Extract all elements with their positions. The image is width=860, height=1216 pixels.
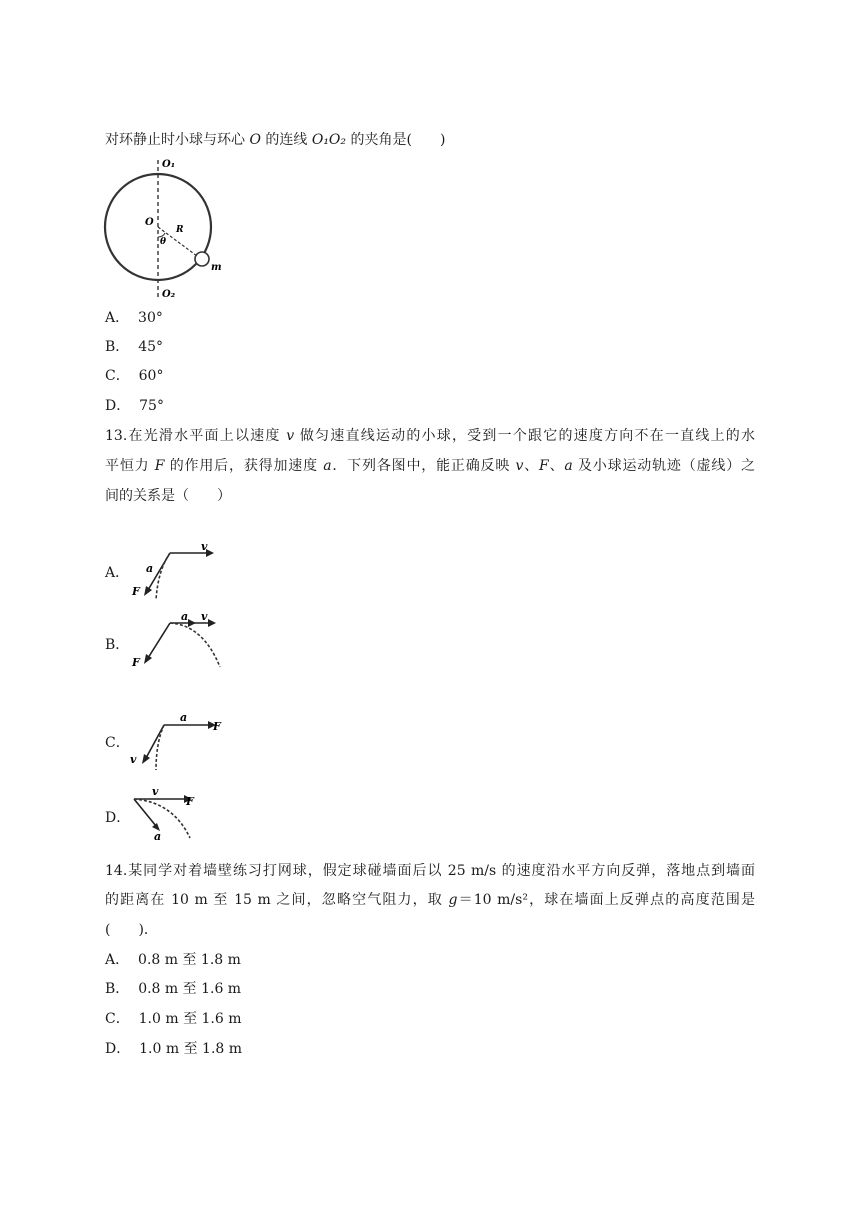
q13-option-d-label[interactable]: D． (105, 810, 131, 826)
q14-text: 14.某同学对着墙壁练习打网球，假定球碰墙面后以 25 m/s 的速度沿水平方向反弹，落地点到墙面 (105, 863, 755, 879)
q14-text: 的距离在 10 m 至 15 m 之间，忽略空气阻力，取 (105, 892, 449, 908)
label-f: F (213, 720, 221, 733)
label-v: v (201, 610, 208, 623)
q12-stem-part: 的夹角是( ) (346, 132, 446, 148)
arrowhead (144, 654, 152, 664)
force-arrow (148, 623, 170, 658)
option-text: 1.0 m 至 1.6 m (138, 1011, 242, 1027)
q13-text: 的作用后，获得加速度 (164, 458, 324, 474)
q13-option-d-figure[interactable] (128, 782, 228, 846)
q13-var-f: F (539, 458, 549, 474)
q12-stem-part: 对环静止时小球与环心 (105, 132, 250, 148)
label-m: m (211, 262, 222, 273)
label-f: F (132, 656, 140, 669)
option-letter: B． (105, 339, 130, 355)
q13-var-v: v (515, 458, 524, 474)
option-letter: C． (105, 368, 130, 384)
label-a: a (181, 610, 189, 623)
option-text: 45° (138, 339, 164, 355)
option-text: 30° (138, 310, 163, 326)
q12-stem-part: 的连线 (260, 132, 312, 148)
arrowhead (208, 619, 216, 627)
q14-option-a[interactable] (105, 950, 241, 970)
q13-option-b-figure[interactable] (128, 610, 228, 674)
q12-stem-var-o1o2: O₁O₂ (311, 132, 347, 148)
arrowhead (188, 619, 196, 627)
q12-option-b[interactable] (105, 337, 163, 357)
ball (195, 252, 209, 266)
q12-option-d[interactable] (105, 396, 164, 416)
option-letter: B． (105, 981, 130, 997)
q14-option-c[interactable] (105, 1009, 242, 1029)
option-letter: D． (105, 398, 131, 414)
label-v: v (130, 753, 137, 766)
q13-var-a: a (323, 458, 332, 474)
label-r: R (176, 225, 184, 235)
label-o: O (145, 217, 154, 228)
q12-option-c[interactable] (105, 366, 163, 386)
q14-stem-line3 (105, 920, 158, 940)
q14-option-b[interactable] (105, 979, 241, 999)
option-text: 1.0 m 至 1.8 m (139, 1041, 243, 1057)
q13-option-a-label[interactable]: A． (105, 565, 130, 581)
option-text: 75° (139, 398, 164, 414)
q13-text: 13.在光滑水平面上以速度 (105, 428, 287, 444)
option-letter: D． (105, 1041, 131, 1057)
q13-var-a: a (564, 458, 573, 474)
label-v: v (152, 785, 159, 798)
trajectory (170, 623, 220, 667)
label-o1: O₁ (162, 159, 176, 170)
q13-stem-line1 (105, 426, 755, 446)
q13-stem-line2 (105, 456, 755, 476)
label-theta: θ (160, 237, 167, 247)
q14-stem-line1 (105, 861, 755, 881)
trajectory (134, 799, 190, 838)
arrowhead (144, 586, 152, 596)
q13-option-c-label[interactable]: C． (105, 735, 130, 751)
arrowhead (142, 754, 150, 764)
option-text: 60° (138, 368, 164, 384)
label-a: a (154, 830, 162, 843)
trajectory (156, 553, 170, 600)
q13-text: 间的关系是（ ） (105, 488, 231, 504)
q12-stem (105, 130, 445, 150)
q14-text: ＝10 m/s²，球在墙面上反弹点的高度范围是 (457, 892, 755, 908)
label-f: F (186, 795, 194, 808)
q14-text: ( )． (105, 922, 158, 938)
q13-text: 做匀速直线运动的小球，受到一个跟它的速度方向不在一直线上的水 (294, 428, 755, 444)
q12-option-a[interactable] (105, 308, 163, 328)
q13-sep: 、 (548, 458, 565, 474)
q14-option-d[interactable] (105, 1039, 242, 1059)
accel-arrow (134, 799, 156, 826)
label-v: v (201, 540, 208, 553)
q13-option-b-label[interactable]: B． (105, 637, 130, 653)
q13-text: 及小球运动轨迹（虚线）之 (572, 458, 756, 474)
q14-var-g: g (448, 892, 458, 908)
q13-option-c-figure[interactable] (128, 708, 228, 772)
option-text: 0.8 m 至 1.6 m (138, 981, 242, 997)
option-letter: C． (105, 1011, 130, 1027)
label-f: F (132, 585, 140, 598)
label-a: a (146, 562, 154, 575)
q13-text: 平恒力 (105, 458, 155, 474)
option-text: 0.8 m 至 1.8 m (138, 952, 241, 968)
q13-option-a-figure[interactable] (128, 540, 228, 604)
q14-stem-line2 (105, 890, 755, 910)
q13-sep: 、 (523, 458, 540, 474)
label-a: a (180, 711, 188, 724)
option-letter: A． (105, 310, 130, 326)
option-letter: A． (105, 952, 130, 968)
q12-ring-figure (100, 155, 230, 303)
q13-var-f: F (154, 458, 165, 474)
q13-var-v: v (286, 428, 295, 444)
q13-text: ．下列各图中，能正确反映 (331, 458, 516, 474)
label-o2: O₂ (162, 289, 176, 300)
q13-stem-line3 (105, 486, 231, 506)
q12-stem-var-o: O (249, 132, 261, 148)
